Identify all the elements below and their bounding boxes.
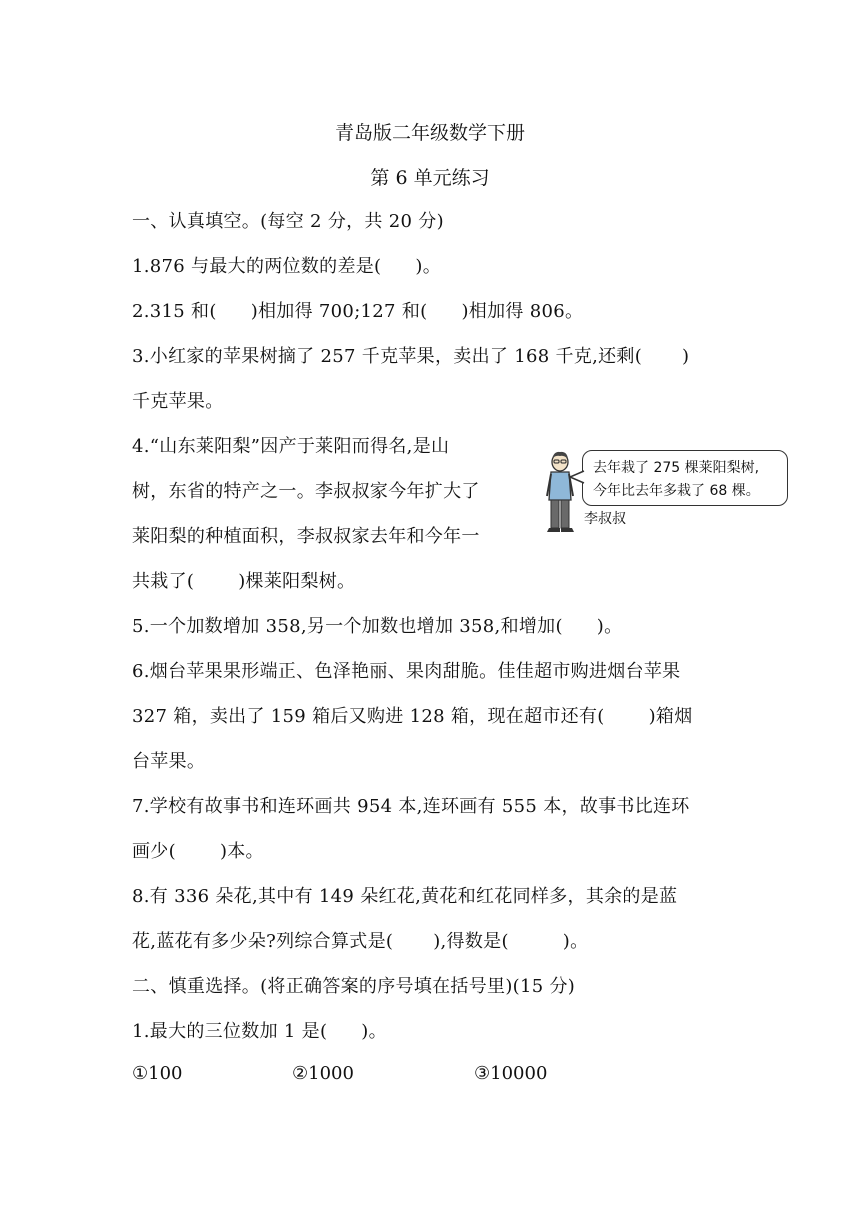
- question-text: 共栽了(: [132, 571, 195, 592]
- question-text: )箱烟: [648, 706, 693, 727]
- question-text: ): [682, 346, 690, 367]
- question-text: 327 箱，卖出了 159 箱后又购进 128 箱，现在超市还有(: [132, 706, 605, 727]
- speech-bubble: [582, 450, 788, 506]
- uncle-li-figure-icon: [542, 448, 582, 534]
- question-1-1: [132, 252, 441, 278]
- question-text: 花,蓝花有多少朵?列综合算式是(: [132, 931, 394, 952]
- option-c: ③10000: [474, 1063, 548, 1084]
- unit-subtitle: 第 6 单元练习: [370, 167, 490, 189]
- option-a: ①100: [132, 1063, 183, 1084]
- question-1-7-line1: 7.学校有故事书和连环画共 954 本,连环画有 555 本，故事书比连环: [132, 796, 690, 817]
- question-text: 1.876 与最大的两位数的差是(: [132, 256, 382, 277]
- question-1-3-line2: 千克苹果。: [132, 391, 224, 412]
- section1-heading: 一、认真填空。(每空 2 分，共 20 分): [132, 211, 444, 232]
- question-text: ),得数是(: [433, 931, 509, 952]
- question-text: )棵莱阳梨树。: [238, 571, 356, 592]
- question-text: )相加得 806。: [461, 301, 584, 322]
- section2-heading: 二、慎重选择。(将正确答案的序号填在括号里)(15 分): [132, 976, 576, 997]
- question-1-8-line1: 8.有 336 朵花,其中有 149 朵红花,黄花和红花同样多，其余的是蓝: [132, 886, 678, 907]
- option-b: ②1000: [292, 1063, 354, 1084]
- question-text: 3.小红家的苹果树摘了 257 千克苹果，卖出了 168 千克,还剩(: [132, 346, 643, 367]
- question-1-2: [132, 297, 583, 323]
- question-text: )。: [415, 256, 441, 277]
- question-text: 画少(: [132, 841, 176, 862]
- question-1-4-line2: 树，东省的特产之一。李叔叔家今年扩大了: [132, 481, 480, 502]
- question-1-5: [132, 612, 622, 638]
- question-1-8-line2: [132, 927, 588, 953]
- question-text: )。: [361, 1021, 387, 1042]
- uncle-li-illustration: [542, 446, 792, 536]
- question-text: 5.一个加数增加 358,另一个加数也增加 358,和增加(: [132, 616, 563, 637]
- question-text: )本。: [219, 841, 264, 862]
- question-1-6-line1: 6.烟台苹果果形端正、色泽艳丽、果肉甜脆。佳佳超市购进烟台苹果: [132, 661, 681, 682]
- question-text: )相加得 700;127 和(: [250, 301, 428, 322]
- page-title: 青岛版二年级数学下册: [334, 122, 525, 144]
- question-1-6-line3: 台苹果。: [132, 751, 206, 772]
- question-text: )。: [562, 931, 589, 952]
- question-1-7-line2: [132, 837, 264, 863]
- question-1-4-line4: [132, 567, 355, 593]
- question-text: )。: [596, 616, 623, 637]
- bubble-tail-icon: [569, 470, 585, 484]
- question-1-4-line1: 4.“山东莱阳梨”因产于莱阳而得名,是山: [132, 436, 450, 457]
- question-1-4-line3: 莱阳梨的种植面积，李叔叔家去年和今年一: [132, 526, 480, 547]
- question-2-1: [132, 1017, 387, 1043]
- figure-caption: 李叔叔: [584, 511, 626, 527]
- question-text: 2.315 和(: [132, 301, 217, 322]
- question-text: 1.最大的三位数加 1 是(: [132, 1021, 328, 1042]
- bubble-text: 今年比去年多栽了 68 棵。: [593, 483, 760, 499]
- question-1-3-line1: [132, 342, 689, 368]
- bubble-text: 去年栽了 275 棵莱阳梨树,: [593, 460, 760, 476]
- question-1-6-line2: [132, 702, 693, 728]
